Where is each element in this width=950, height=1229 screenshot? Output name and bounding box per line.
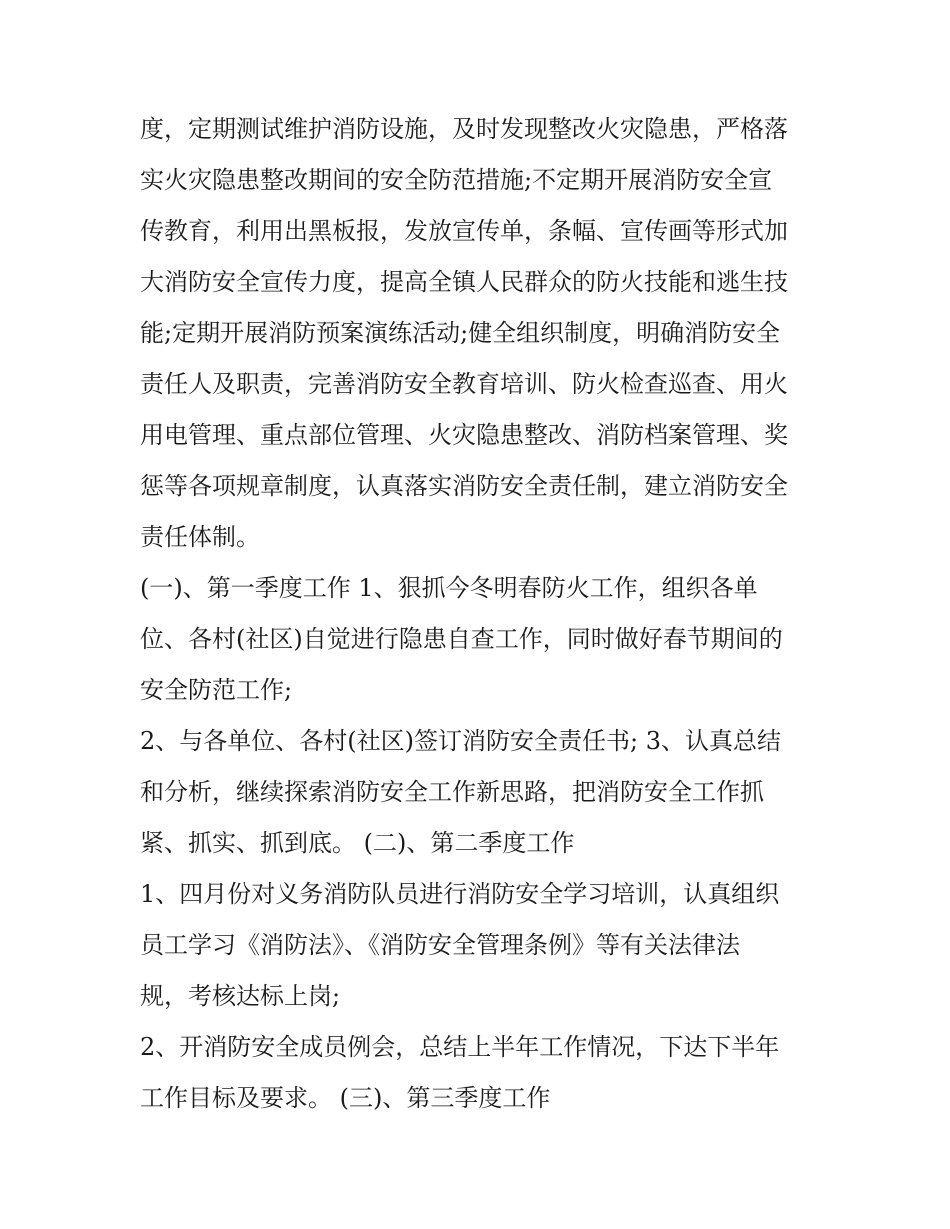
- text-line: 度，定期测试维护消防设施，及时发现整改火灾隐患，严格落: [140, 115, 788, 143]
- text-line: 规，考核达标上岗;: [140, 982, 341, 1010]
- text-line: 传教育，利用出黑板报，发放宣传单，条幅、宣传画等形式加: [140, 217, 788, 245]
- text-line: 惩等各项规章制度，认真落实消防安全责任制，建立消防安全: [140, 472, 788, 500]
- text-line: 实火灾隐患整改期间的安全防范措施;不定期开展消防安全宣: [140, 166, 773, 194]
- section-heading-line: (一)、第一季度工作 1、狠抓今冬明春防火工作，组织各单: [140, 574, 758, 602]
- list-item-line: 1、四月份对义务消防队员进行消防安全学习培训，认真组织: [140, 880, 780, 908]
- section-heading-line: 工作目标及要求。 (三)、第三季度工作: [140, 1084, 551, 1112]
- text-line: 位、各村(社区)自觉进行隐患自查工作，同时做好春节期间的: [140, 625, 783, 653]
- body-text: [140, 104, 820, 1124]
- text-line: 能;定期开展消防预案演练活动;健全组织制度，明确消防安全: [140, 319, 781, 347]
- text-line: 安全防范工作;: [140, 676, 293, 704]
- text-line: 大消防安全宣传力度，提高全镇人民群众的防火技能和逃生技: [140, 268, 788, 296]
- text-line: 和分析，继续探索消防安全工作新思路，把消防安全工作抓: [140, 778, 764, 806]
- list-item-line: 2、与各单位、各村(社区)签订消防安全责任书; 3、认真总结: [140, 727, 781, 755]
- section-heading-line: 紧、抓实、抓到底。 (二)、第二季度工作: [140, 829, 575, 857]
- text-line: 员工学习《消防法》、《消防安全管理条例》等有关法律法: [140, 931, 740, 959]
- text-line: 用电管理、重点部位管理、火灾隐患整改、消防档案管理、奖: [140, 421, 788, 449]
- text-line: 责任体制。: [140, 523, 260, 551]
- text-line: 责任人及职责，完善消防安全教育培训、防火检查巡查、用火: [140, 370, 788, 398]
- list-item-line: 2、开消防安全成员例会，总结上半年工作情况，下达下半年: [140, 1033, 780, 1061]
